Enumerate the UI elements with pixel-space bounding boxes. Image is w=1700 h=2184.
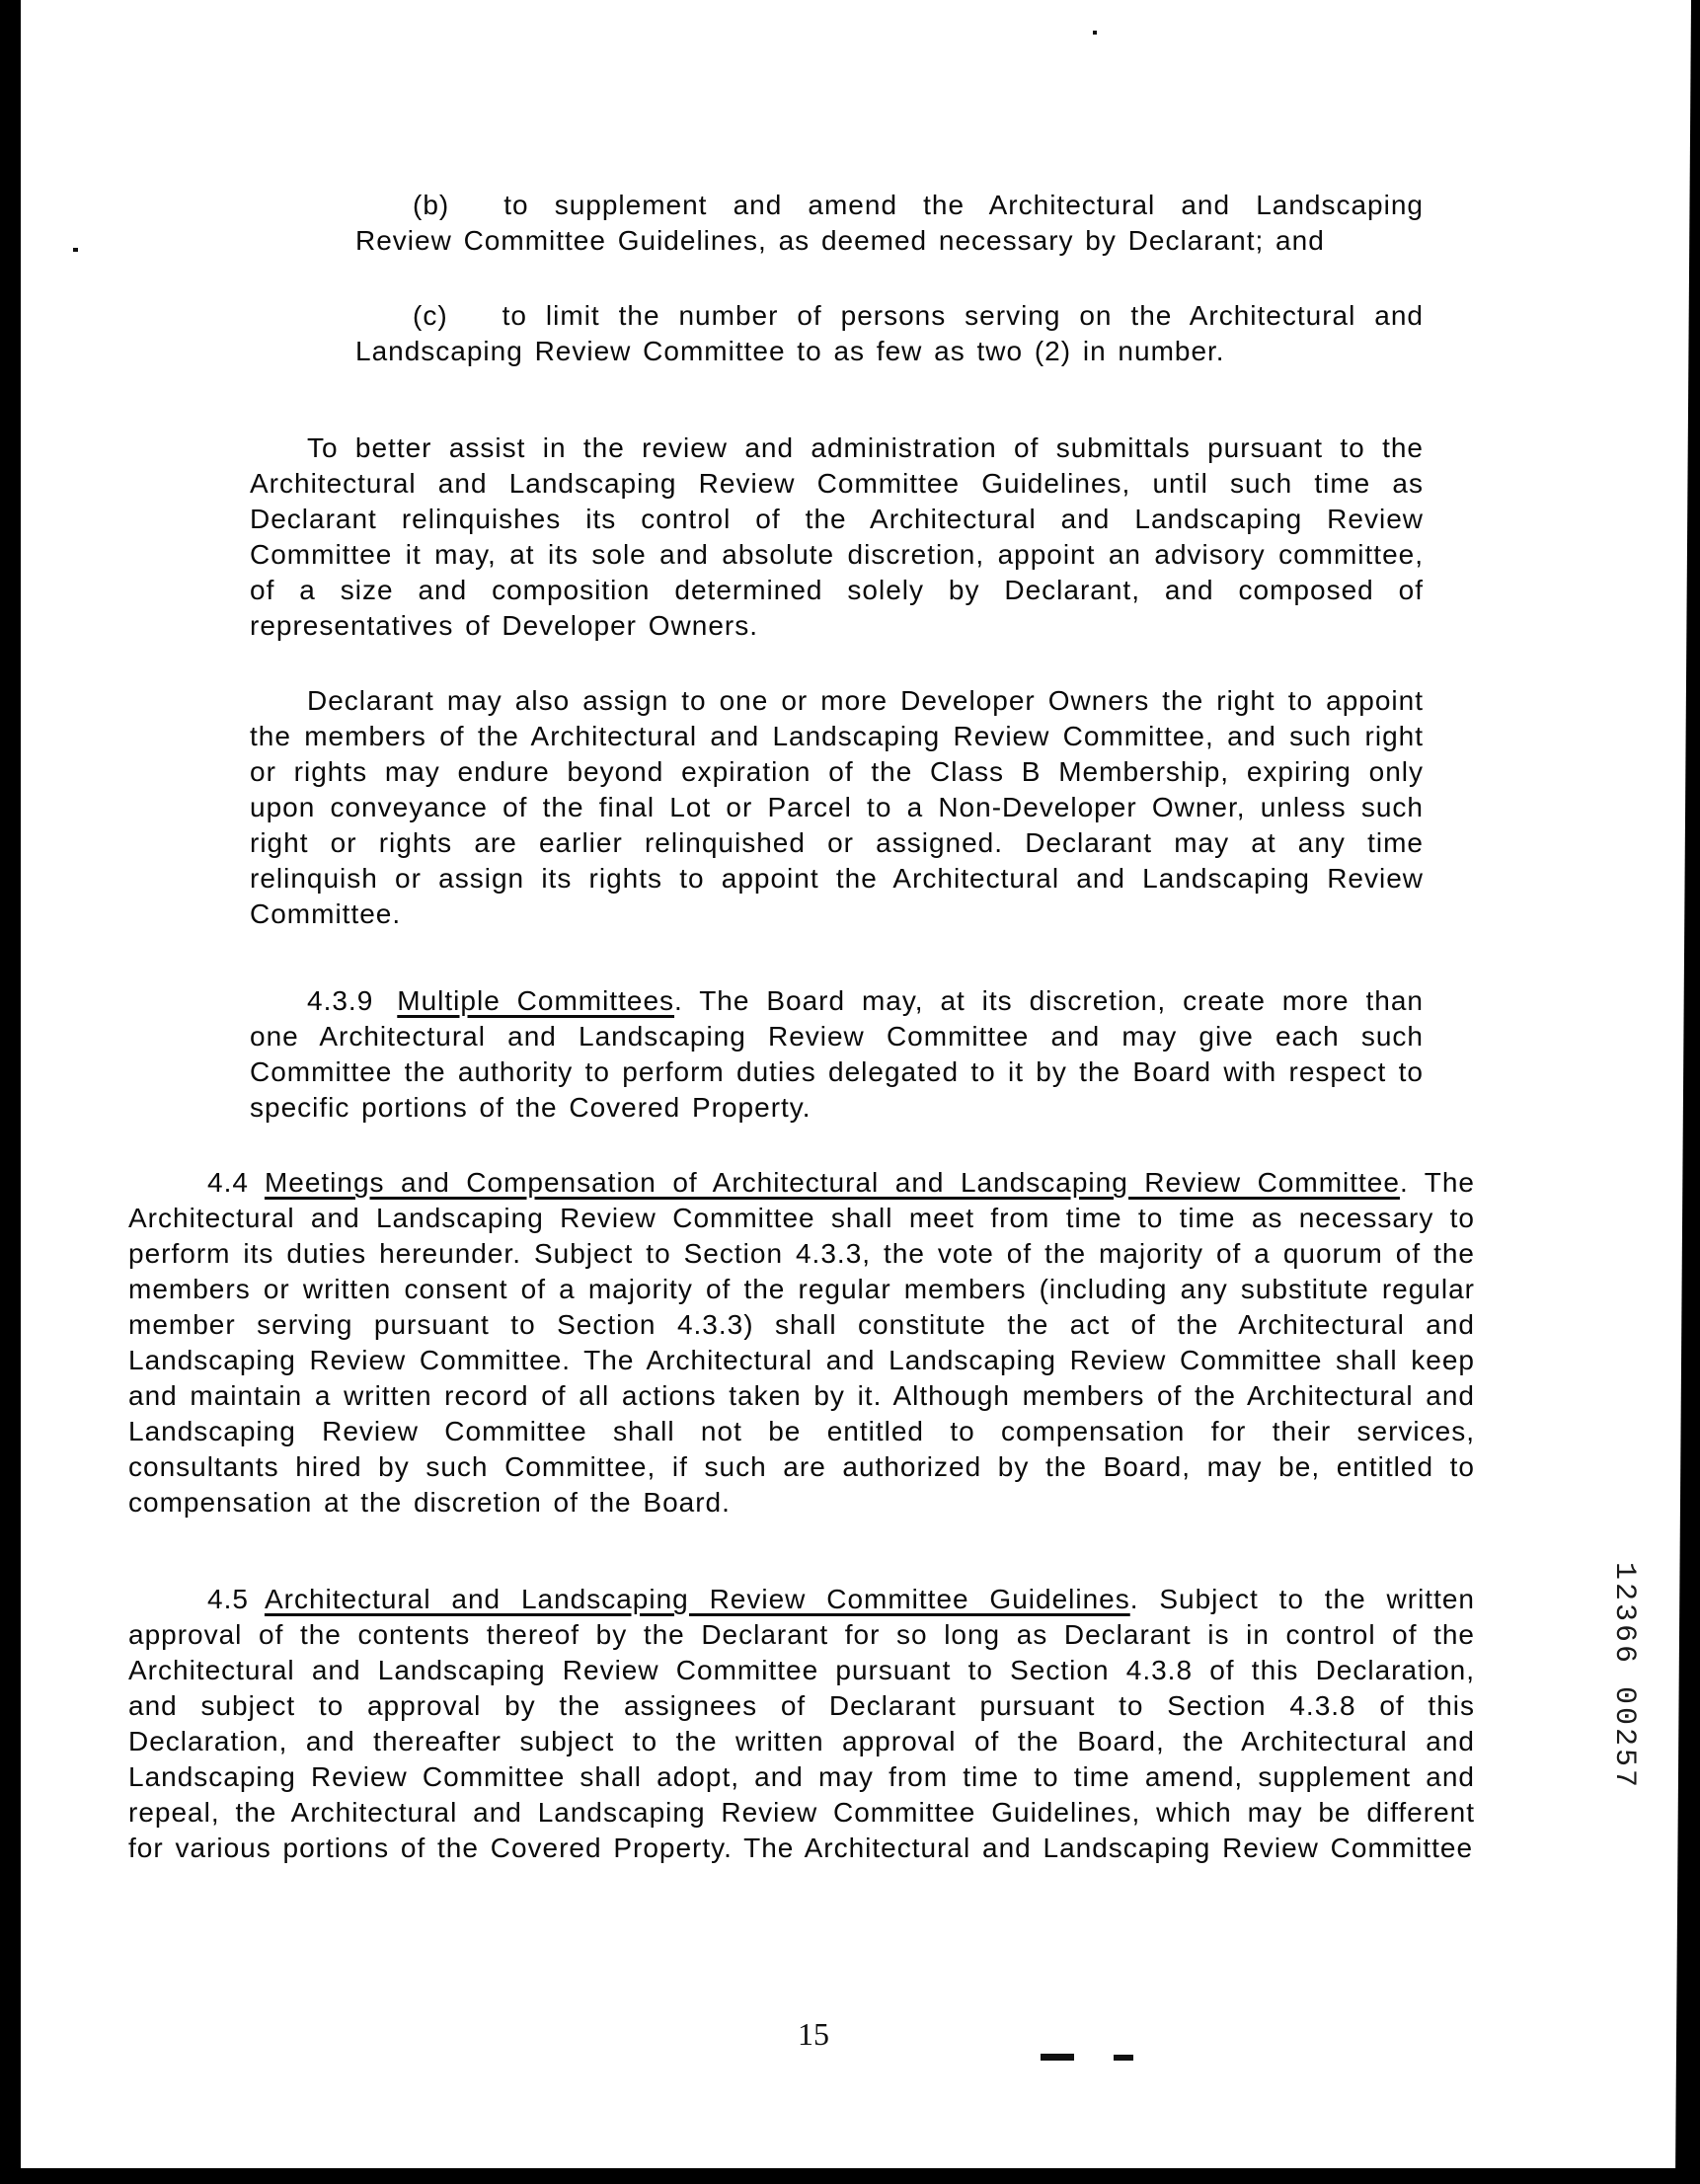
page-number: 15 <box>798 2016 829 2052</box>
paragraph-text: Declarant may also assign to one or more Developer Owners the right to appoint the members of the Architectural and Landscaping Review Committee, and such right or rights may endure beyond expiration of the Class B Membership, expiring only upon conveyance of the final Lot or Parcel to a Non-Developer Owner, unless such right or rights are earlier relinquished or assigned. Declarant may at any time relinquish or assign its rights to appoint the Architectural and Landscaping Review Committee. <box>250 685 1424 929</box>
underlined-heading-text: Meetings and Compensation of Architectural and Landscaping Review Committee <box>264 1167 1400 1198</box>
paragraph <box>128 1165 1475 1521</box>
paragraph-text: . Subject to the written approval of the contents thereof by the Declarant for so long as Declarant is in control of the Architectural and Landscaping Review Committee pursuant to Section 4.3.8 of this Declaration, and subject to approval by the assignees of Declarant pursuant to Section 4.3.8 of this Declaration, and thereafter subject to the written approval of the Board, the Architectural and Landscaping Review Committee shall adopt, and may from time to time amend, supplement and repeal, the Architectural and Landscaping Review Committee Guidelines, which may be different for various portions of the Covered Property. The Architectural and Landscaping Review Committee <box>128 1584 1475 1863</box>
paragraph-label: 4.5 <box>207 1584 249 1614</box>
scan-speck <box>1041 2054 1074 2061</box>
scan-edge-bottom-bar <box>0 2168 1700 2184</box>
paragraph <box>250 983 1424 1126</box>
paragraph-label: 4.4 <box>207 1167 249 1198</box>
recorder-stamp-number: 12366 00257 <box>1607 1562 1641 1791</box>
paragraph-text: To better assist in the review and administration of submittals pursuant to the Architectural and Landscaping Review Committee Guidelines, until such time as Declarant relinquishes its control of the Architectural and Landscaping Review Committee it may, at its sole and absolute discretion, appoint an advisory committee, of a size and composition determined solely by Declarant, and composed of representatives of Developer Owners. <box>250 432 1424 641</box>
paragraph-text: . The Architectural and Landscaping Review Committee shall meet from time to time as necessary to perform its duties hereunder. Subject to Section 4.3.3, the vote of the majority of a quorum of the members or written consent of a majority of the regular members (including any substitute regular member serving pursuant to Section 4.3.3) shall constitute the act of the Architectural and Landscaping Review Committee. The Architectural and Landscaping Review Committee shall keep and maintain a written record of all actions taken by it. Although members of the Architectural and Landscaping Review Committee shall not be entitled to compensation for their services, consultants hired by such Committee, if such are authorized by the Board, may be, entitled to compensation at the discretion of the Board. <box>128 1167 1475 1518</box>
paragraph-label: (c) <box>413 300 448 331</box>
underlined-heading-text: Multiple Committees <box>397 985 675 1016</box>
paragraph <box>355 298 1424 369</box>
paragraph-text: to supplement and amend the Architectural and Landscaping Review Committee Guidelines, as deemed necessary by Declarant; and <box>355 190 1424 256</box>
paragraph <box>250 430 1424 644</box>
underlined-heading-text: Architectural and Landscaping Review Committee Guidelines <box>264 1584 1130 1614</box>
paragraph-text: . The Board may, at its discretion, create more than one Architectural and Landscaping Review Committee and may give each such Committee the authority to perform duties delegated to it by the Board with respect to specific portions of the Covered Property. <box>250 985 1424 1123</box>
paragraph <box>128 1582 1475 1866</box>
scan-speck <box>1114 2055 1133 2061</box>
paragraph <box>250 683 1424 932</box>
paragraph-label: 4.3.9 <box>307 985 374 1016</box>
paragraph-label: (b) <box>413 190 450 220</box>
paragraph <box>355 188 1424 259</box>
paragraph-text: to limit the number of persons serving on the Architectural and Landscaping Review Committee to as few as two (2) in number. <box>355 300 1424 366</box>
